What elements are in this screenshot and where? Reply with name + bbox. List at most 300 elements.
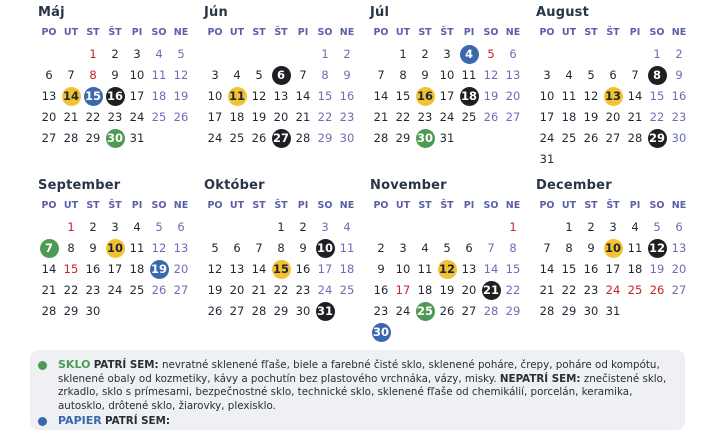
day-cell: 5: [211, 241, 219, 255]
day-cell: 14: [483, 262, 499, 276]
day-cell: 15: [395, 89, 411, 103]
collection-day-mixed: 16: [106, 87, 125, 106]
day-cell: 7: [543, 241, 551, 255]
day-cell: 25: [561, 131, 577, 145]
paper-dot-icon: [38, 417, 47, 426]
day-cell: 4: [421, 241, 429, 255]
day-cell: 12: [483, 68, 499, 82]
day-cell: 11: [129, 241, 145, 255]
day-cell: 16: [339, 89, 355, 103]
day-cell: 15: [317, 89, 333, 103]
day-cell: 8: [565, 241, 573, 255]
collection-day-paper: 15: [84, 87, 103, 106]
legend-glass-title: SKLO: [58, 358, 91, 371]
weekday-header: UT: [63, 27, 79, 38]
day-cell: 29: [317, 131, 333, 145]
day-cell: 22: [273, 283, 289, 297]
legend-glass-in-text: nevratné sklenené fľaše, biele a farebné čisté sklo, sklenené poháre, črepy, poháre od kompótu, sklenené obaly od kozmetiky, kávy a pochutín bez plastového vrchnáka, vázy, misky.: [58, 359, 660, 385]
day-cell: 16: [671, 89, 687, 103]
day-cell: 23: [107, 110, 123, 124]
day-cell: 1: [509, 220, 517, 234]
day-cell: 28: [295, 131, 311, 145]
day-cell: 28: [373, 131, 389, 145]
day-cell: 5: [255, 68, 263, 82]
day-cell: 1: [565, 220, 573, 234]
day-cell: 26: [483, 110, 499, 124]
day-cell: 29: [85, 131, 101, 145]
day-cell: 29: [561, 304, 577, 318]
day-cell: 2: [377, 241, 385, 255]
weekday-header: ŠT: [606, 200, 620, 211]
day-cell: 23: [339, 110, 355, 124]
weekday-header: UT: [395, 27, 411, 38]
day-cell: 9: [343, 68, 351, 82]
weekday-header: ŠT: [606, 27, 620, 38]
day-cell: 7: [299, 68, 307, 82]
day-cell: 7: [67, 68, 75, 82]
day-cell: 26: [649, 283, 665, 297]
month-name: Október: [204, 178, 265, 193]
weekday-header: PI: [131, 200, 143, 211]
weekday-header: SO: [151, 200, 167, 211]
day-cell: 1: [89, 47, 97, 61]
day-cell: 9: [111, 68, 119, 82]
day-cell: 11: [417, 262, 433, 276]
day-cell: 18: [229, 110, 245, 124]
day-cell: 21: [627, 110, 643, 124]
day-cell: 23: [373, 304, 389, 318]
day-cell: 30: [339, 131, 355, 145]
weekday-header: PO: [207, 27, 223, 38]
weekday-header: PI: [297, 27, 309, 38]
day-cell: 29: [395, 131, 411, 145]
day-cell: 3: [111, 220, 119, 234]
day-cell: 22: [317, 110, 333, 124]
day-cell: 29: [505, 304, 521, 318]
day-cell: 27: [505, 110, 521, 124]
day-cell: 3: [443, 47, 451, 61]
day-cell: 8: [509, 241, 517, 255]
day-cell: 9: [299, 241, 307, 255]
weekday-header: PI: [297, 200, 309, 211]
collection-day-mixed: 6: [272, 66, 291, 85]
day-cell: 24: [129, 110, 145, 124]
day-cell: 26: [251, 131, 267, 145]
collection-day-plastic: 10: [604, 239, 623, 258]
weekday-header: ST: [418, 27, 432, 38]
day-cell: 18: [627, 262, 643, 276]
collection-day-plastic: 15: [272, 260, 291, 279]
day-cell: 8: [67, 241, 75, 255]
day-cell: 14: [373, 89, 389, 103]
day-cell: 20: [229, 283, 245, 297]
day-cell: 5: [177, 47, 185, 61]
day-cell: 27: [229, 304, 245, 318]
day-cell: 11: [339, 241, 355, 255]
day-cell: 16: [295, 262, 311, 276]
day-cell: 1: [399, 47, 407, 61]
weekday-header: SO: [483, 200, 499, 211]
day-cell: 18: [417, 283, 433, 297]
day-cell: 17: [107, 262, 123, 276]
day-cell: 4: [155, 47, 163, 61]
day-cell: 20: [41, 110, 57, 124]
day-cell: 12: [207, 262, 223, 276]
weekday-header: NE: [173, 27, 189, 38]
day-cell: 6: [465, 241, 473, 255]
weekday-header: PI: [463, 200, 475, 211]
collection-day-glass: 30: [416, 129, 435, 148]
day-cell: 23: [417, 110, 433, 124]
month-name: December: [536, 178, 612, 193]
month-name: August: [536, 5, 590, 20]
day-cell: 8: [321, 68, 329, 82]
day-cell: 6: [233, 241, 241, 255]
day-cell: 21: [251, 283, 267, 297]
weekday-header: PI: [629, 200, 641, 211]
day-cell: 22: [561, 283, 577, 297]
day-cell: 15: [649, 89, 665, 103]
day-cell: 31: [439, 131, 455, 145]
day-cell: 30: [85, 304, 101, 318]
collection-day-paper: 4: [460, 45, 479, 64]
day-cell: 15: [63, 262, 79, 276]
weekday-header: ŠT: [440, 200, 454, 211]
day-cell: 28: [251, 304, 267, 318]
day-cell: 7: [377, 68, 385, 82]
day-cell: 9: [377, 262, 385, 276]
day-cell: 17: [207, 110, 223, 124]
day-cell: 24: [317, 283, 333, 297]
legend-panel: [30, 350, 685, 430]
collection-day-paper: 19: [150, 260, 169, 279]
weekday-header: UT: [63, 200, 79, 211]
collection-day-glass: 7: [40, 239, 59, 258]
day-cell: 1: [67, 220, 75, 234]
day-cell: 11: [461, 68, 477, 82]
day-cell: 5: [653, 220, 661, 234]
day-cell: 25: [461, 110, 477, 124]
day-cell: 2: [89, 220, 97, 234]
day-cell: 28: [63, 131, 79, 145]
day-cell: 15: [561, 262, 577, 276]
day-cell: 6: [177, 220, 185, 234]
day-cell: 2: [675, 47, 683, 61]
day-cell: 24: [207, 131, 223, 145]
day-cell: 14: [41, 262, 57, 276]
weekday-header: NE: [505, 27, 521, 38]
day-cell: 19: [439, 283, 455, 297]
day-cell: 10: [395, 262, 411, 276]
month-name: Máj: [38, 5, 65, 20]
collection-day-mixed: 31: [316, 302, 335, 321]
day-cell: 4: [565, 68, 573, 82]
weekday-header: PO: [41, 200, 57, 211]
day-cell: 7: [631, 68, 639, 82]
day-cell: 14: [627, 89, 643, 103]
day-cell: 20: [605, 110, 621, 124]
day-cell: 6: [675, 220, 683, 234]
collection-day-plastic: 13: [604, 87, 623, 106]
day-cell: 7: [255, 241, 263, 255]
day-cell: 5: [487, 47, 495, 61]
day-cell: 10: [129, 68, 145, 82]
day-cell: 20: [173, 262, 189, 276]
day-cell: 13: [173, 241, 189, 255]
weekday-header: ST: [86, 200, 100, 211]
day-cell: 2: [587, 220, 595, 234]
day-cell: 31: [129, 131, 145, 145]
day-cell: 18: [151, 89, 167, 103]
day-cell: 6: [509, 47, 517, 61]
weekday-header: NE: [339, 200, 355, 211]
weekday-header: NE: [671, 200, 687, 211]
weekday-header: SO: [483, 27, 499, 38]
day-cell: 17: [439, 89, 455, 103]
day-cell: 11: [627, 241, 643, 255]
day-cell: 25: [151, 110, 167, 124]
day-cell: 28: [627, 131, 643, 145]
day-cell: 18: [129, 262, 145, 276]
day-cell: 4: [343, 220, 351, 234]
day-cell: 4: [133, 220, 141, 234]
day-cell: 27: [605, 131, 621, 145]
weekday-header: ST: [86, 27, 100, 38]
day-cell: 14: [251, 262, 267, 276]
day-cell: 20: [461, 283, 477, 297]
day-cell: 19: [251, 110, 267, 124]
weekday-header: UT: [561, 27, 577, 38]
day-cell: 2: [111, 47, 119, 61]
weekday-header: ŠT: [108, 27, 122, 38]
day-cell: 27: [671, 283, 687, 297]
day-cell: 13: [273, 89, 289, 103]
legend-glass-in-label: PATRÍ SEM:: [93, 359, 159, 371]
weekday-header: NE: [505, 200, 521, 211]
day-cell: 25: [627, 283, 643, 297]
day-cell: 8: [277, 241, 285, 255]
legend-glass-out-label: NEPATRÍ SEM:: [499, 372, 581, 385]
day-cell: 19: [649, 262, 665, 276]
day-cell: 19: [173, 89, 189, 103]
weekday-header: PO: [207, 200, 223, 211]
collection-day-plastic: 12: [438, 260, 457, 279]
collection-day-mixed: 27: [272, 129, 291, 148]
day-cell: 4: [631, 220, 639, 234]
day-cell: 22: [649, 110, 665, 124]
day-cell: 15: [505, 262, 521, 276]
day-cell: 5: [155, 220, 163, 234]
day-cell: 21: [63, 110, 79, 124]
weekday-header: ST: [584, 200, 598, 211]
day-cell: 28: [539, 304, 555, 318]
collection-day-mixed: 29: [648, 129, 667, 148]
day-cell: 21: [295, 110, 311, 124]
day-cell: 14: [539, 262, 555, 276]
day-cell: 13: [461, 262, 477, 276]
day-cell: 10: [539, 89, 555, 103]
day-cell: 23: [85, 283, 101, 297]
day-cell: 24: [395, 304, 411, 318]
weekday-header: NE: [671, 27, 687, 38]
collection-day-plastic: 10: [106, 239, 125, 258]
collection-day-glass: 30: [106, 129, 125, 148]
day-cell: 13: [41, 89, 57, 103]
day-cell: 24: [539, 131, 555, 145]
legend-paper-in-label: PATRÍ SEM:: [105, 415, 170, 427]
day-cell: 10: [207, 89, 223, 103]
day-cell: 22: [505, 283, 521, 297]
day-cell: 13: [505, 68, 521, 82]
month-name: Jún: [204, 5, 228, 20]
day-cell: 2: [343, 47, 351, 61]
day-cell: 28: [41, 304, 57, 318]
day-cell: 12: [151, 241, 167, 255]
weekday-header: UT: [229, 200, 245, 211]
day-cell: 4: [233, 68, 241, 82]
day-cell: 16: [583, 262, 599, 276]
weekday-header: PO: [373, 200, 389, 211]
legend-paper: [38, 414, 678, 429]
day-cell: 1: [277, 220, 285, 234]
weekday-header: ST: [584, 27, 598, 38]
day-cell: 22: [63, 283, 79, 297]
day-cell: 23: [295, 283, 311, 297]
weekday-header: ST: [252, 27, 266, 38]
day-cell: 18: [561, 110, 577, 124]
month-name: September: [38, 178, 121, 193]
day-cell: 27: [461, 304, 477, 318]
day-cell: 21: [373, 110, 389, 124]
day-cell: 14: [295, 89, 311, 103]
day-cell: 21: [539, 283, 555, 297]
weekday-header: NE: [339, 27, 355, 38]
day-cell: 26: [439, 304, 455, 318]
collection-day-paper: 30: [372, 323, 391, 342]
day-cell: 10: [439, 68, 455, 82]
day-cell: 20: [273, 110, 289, 124]
day-cell: 19: [207, 283, 223, 297]
day-cell: 30: [583, 304, 599, 318]
day-cell: 17: [395, 283, 411, 297]
day-cell: 26: [151, 283, 167, 297]
day-cell: 19: [483, 89, 499, 103]
day-cell: 13: [229, 262, 245, 276]
weekday-header: ŠT: [108, 200, 122, 211]
day-cell: 26: [207, 304, 223, 318]
day-cell: 28: [483, 304, 499, 318]
day-cell: 29: [273, 304, 289, 318]
weekday-header: UT: [229, 27, 245, 38]
day-cell: 5: [443, 241, 451, 255]
day-cell: 9: [89, 241, 97, 255]
weekday-header: SO: [649, 27, 665, 38]
day-cell: 18: [339, 262, 355, 276]
day-cell: 17: [317, 262, 333, 276]
day-cell: 25: [339, 283, 355, 297]
collection-day-mixed: 12: [648, 239, 667, 258]
day-cell: 27: [41, 131, 57, 145]
day-cell: 24: [439, 110, 455, 124]
day-cell: 16: [373, 283, 389, 297]
day-cell: 13: [671, 241, 687, 255]
day-cell: 3: [133, 47, 141, 61]
day-cell: 3: [609, 220, 617, 234]
day-cell: 27: [173, 283, 189, 297]
day-cell: 26: [583, 131, 599, 145]
day-cell: 1: [321, 47, 329, 61]
collection-day-plastic: 16: [416, 87, 435, 106]
day-cell: 3: [211, 68, 219, 82]
weekday-header: SO: [649, 200, 665, 211]
day-cell: 9: [675, 68, 683, 82]
day-cell: 30: [295, 304, 311, 318]
weekday-header: PI: [629, 27, 641, 38]
day-cell: 1: [653, 47, 661, 61]
day-cell: 19: [583, 110, 599, 124]
day-cell: 12: [173, 68, 189, 82]
collection-day-mixed: 18: [460, 87, 479, 106]
day-cell: 3: [321, 220, 329, 234]
month-name: Júl: [370, 5, 390, 20]
day-cell: 2: [299, 220, 307, 234]
day-cell: 20: [505, 89, 521, 103]
day-cell: 22: [85, 110, 101, 124]
day-cell: 31: [605, 304, 621, 318]
weekday-header: PO: [373, 27, 389, 38]
day-cell: 29: [63, 304, 79, 318]
day-cell: 17: [605, 262, 621, 276]
day-cell: 25: [129, 283, 145, 297]
day-cell: 24: [605, 283, 621, 297]
day-cell: 3: [543, 68, 551, 82]
weekday-header: PI: [463, 27, 475, 38]
collection-day-mixed: 8: [648, 66, 667, 85]
day-cell: 22: [395, 110, 411, 124]
day-cell: 30: [671, 131, 687, 145]
weekday-header: PI: [131, 27, 143, 38]
day-cell: 23: [583, 283, 599, 297]
day-cell: 3: [399, 241, 407, 255]
collection-day-plastic: 14: [62, 87, 81, 106]
weekday-header: ŠT: [274, 27, 288, 38]
day-cell: 24: [107, 283, 123, 297]
weekday-header: ŠT: [274, 200, 288, 211]
day-cell: 17: [129, 89, 145, 103]
day-cell: 7: [487, 241, 495, 255]
weekday-header: ST: [418, 200, 432, 211]
day-cell: 16: [85, 262, 101, 276]
glass-dot-icon: [38, 361, 47, 370]
weekday-header: ST: [252, 200, 266, 211]
collection-day-mixed: 21: [482, 281, 501, 300]
collection-day-mixed: 10: [316, 239, 335, 258]
day-cell: 12: [583, 89, 599, 103]
day-cell: 9: [421, 68, 429, 82]
collection-day-glass: 25: [416, 302, 435, 321]
weekday-header: UT: [561, 200, 577, 211]
weekday-header: SO: [317, 27, 333, 38]
day-cell: 11: [561, 89, 577, 103]
day-cell: 17: [539, 110, 555, 124]
day-cell: 20: [671, 262, 687, 276]
weekday-header: PO: [539, 27, 555, 38]
weekday-header: NE: [173, 200, 189, 211]
day-cell: 6: [45, 68, 53, 82]
day-cell: 8: [89, 68, 97, 82]
day-cell: 2: [421, 47, 429, 61]
day-cell: 8: [399, 68, 407, 82]
